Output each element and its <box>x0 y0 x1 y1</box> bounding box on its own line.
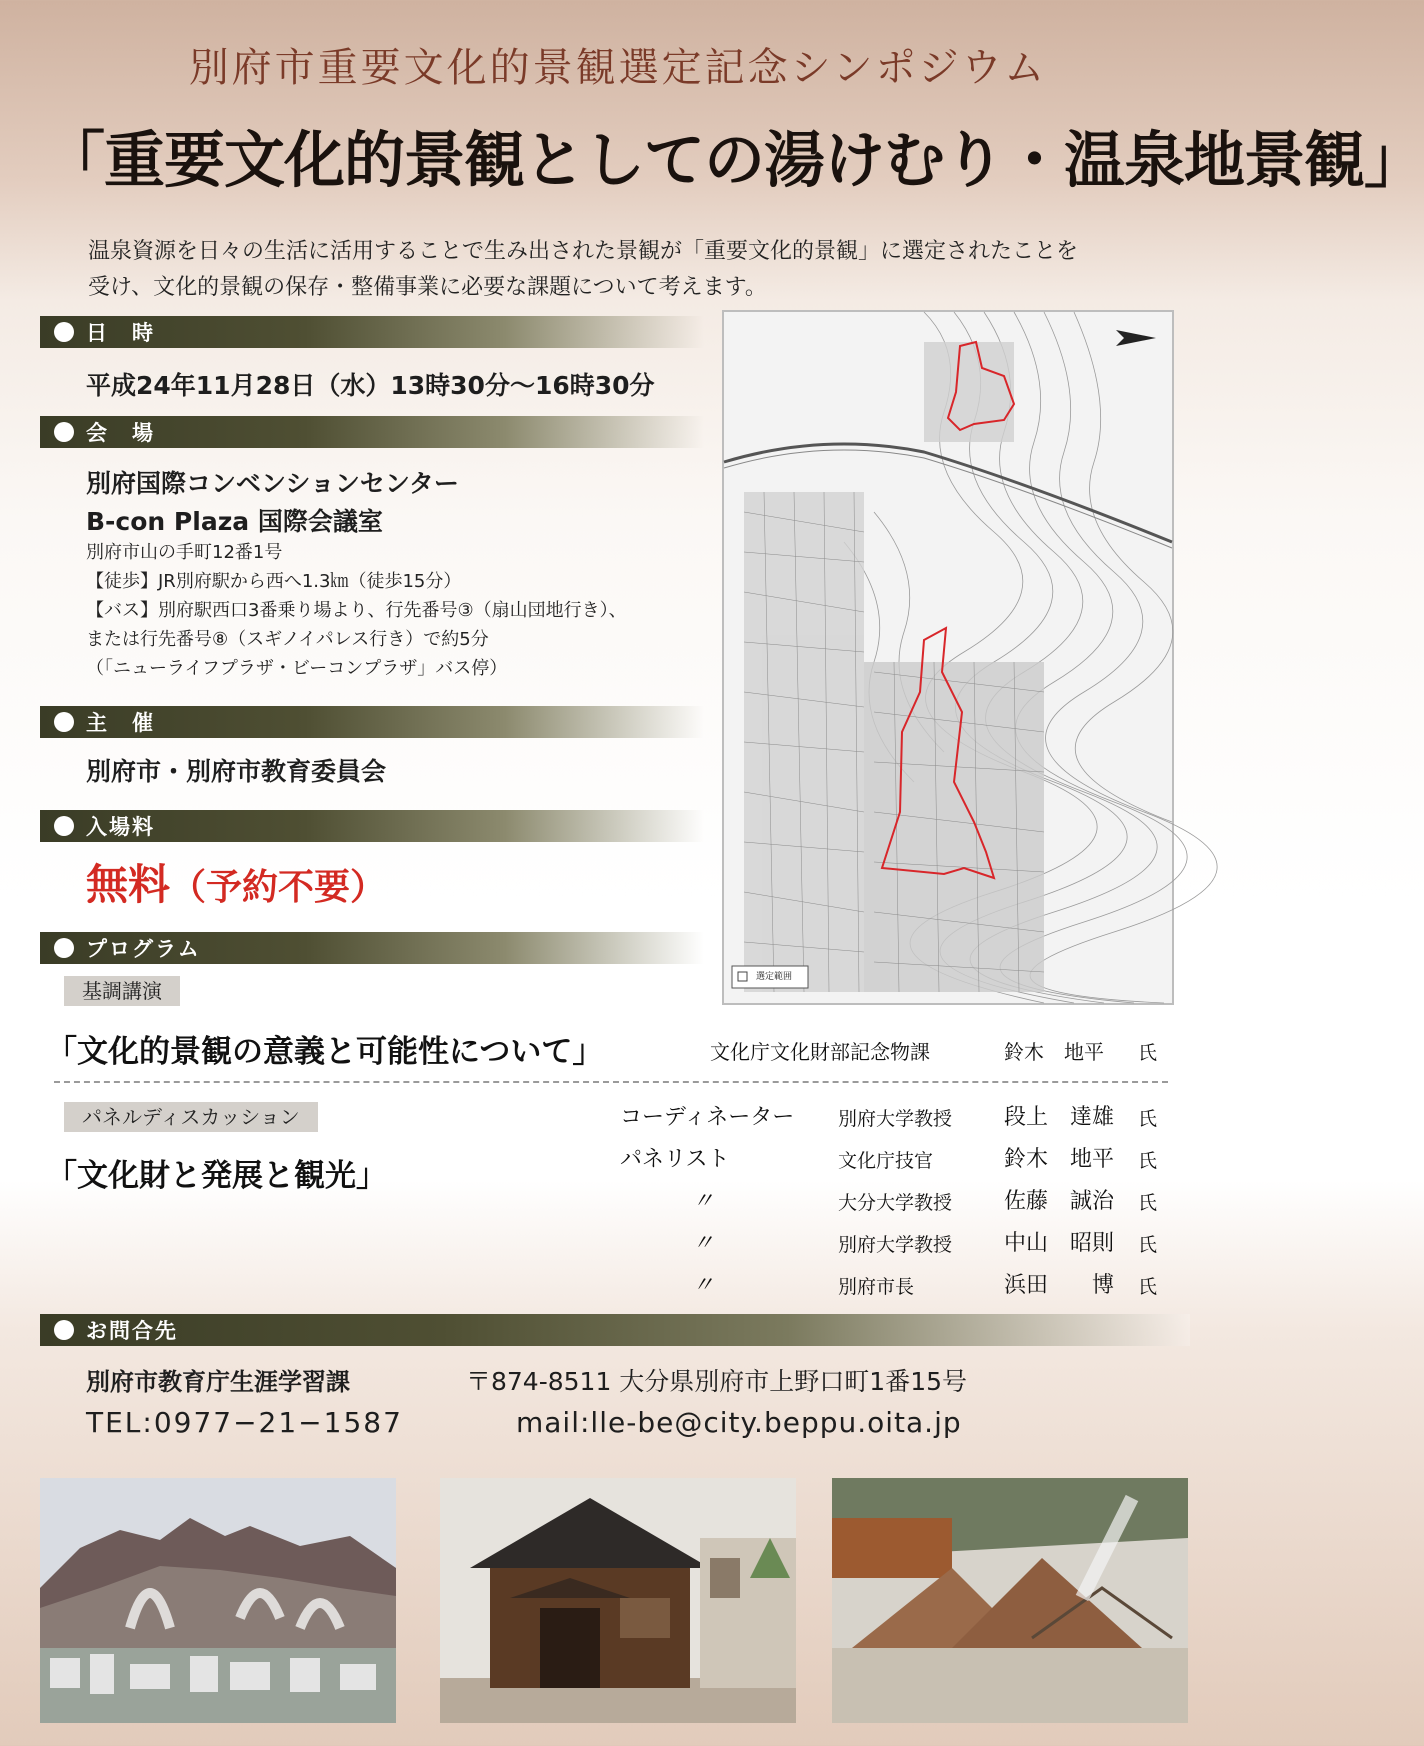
venue-walk-access: 【徒歩】JR別府駅から西へ1.3㎞（徒歩15分） <box>86 571 462 592</box>
event-title: 「重要文化的景観としての湯けむり・温泉地景観」 <box>44 125 1424 196</box>
panel-role: 〃 <box>692 1231 715 1256</box>
panel-honorific: 氏 <box>1138 1276 1158 1298</box>
event-date: 平成24年11月28日（水）13時30分～16時30分 <box>86 371 655 400</box>
venue-bus-stop: （「ニューライフプラザ・ビーコンプラザ」バス停） <box>86 658 508 679</box>
panel-member-name: 段上 達雄 <box>1004 1105 1115 1130</box>
section-fee-label: 入場料 <box>86 815 155 839</box>
keynote-title: 「文化的景観の意義と可能性について」 <box>46 1034 604 1070</box>
contact-phone[interactable]: TEL:0977−21−1587 <box>86 1406 403 1439</box>
panel-affiliation: 別府大学教授 <box>838 1234 953 1256</box>
keynote-tag: 基調講演 <box>64 976 180 1006</box>
section-program-header <box>40 932 704 964</box>
panel-member-name: 浜田 博 <box>1004 1273 1115 1298</box>
photo-thatched-steam-huts <box>832 1478 1188 1723</box>
contact-email[interactable]: mail:lle-be@city.beppu.oita.jp <box>516 1406 962 1439</box>
bullet-icon <box>54 1320 74 1340</box>
keynote-affiliation: 文化庁文化財部記念物課 <box>710 1040 930 1064</box>
panel-affiliation: 別府大学教授 <box>838 1108 953 1130</box>
site-map <box>722 310 1174 1005</box>
bullet-icon <box>54 322 74 342</box>
panel-role: コーディネーター <box>620 1105 795 1130</box>
section-fee-header <box>40 810 704 842</box>
bullet-icon <box>54 422 74 442</box>
photo-wooden-bathhouse <box>440 1478 796 1723</box>
map-legend-label: 選定範囲 <box>756 972 793 982</box>
bullet-icon <box>54 712 74 732</box>
intro-line-1: 温泉資源を日々の生活に活用することで生み出された景観が「重要文化的景観」に選定されたことを <box>88 239 1079 264</box>
photo-mountain-steam <box>40 1478 396 1723</box>
contact-address: 〒874-8511 大分県別府市上野口町1番15号 <box>466 1367 968 1396</box>
section-program-label: プログラム <box>86 937 201 961</box>
venue-bus-access-1: 【バス】別府駅西口3番乗り場より、行先番号③（扇山団地行き）、 <box>86 600 627 621</box>
section-date-header <box>40 316 704 348</box>
panel-honorific: 氏 <box>1138 1150 1158 1172</box>
panel-honorific: 氏 <box>1138 1234 1158 1256</box>
admission-note: （予約不要） <box>170 867 387 908</box>
panel-role: 〃 <box>692 1189 715 1214</box>
section-venue-label: 会 場 <box>86 421 155 445</box>
section-date-label: 日 時 <box>86 321 155 345</box>
keynote-honorific: 氏 <box>1138 1042 1158 1064</box>
keynote-speaker-name: 鈴木 地平 <box>1004 1040 1104 1064</box>
section-contact-label: お問合先 <box>86 1319 178 1343</box>
panel-affiliation: 別府市長 <box>838 1276 915 1298</box>
panel-member-name: 中山 昭則 <box>1004 1231 1115 1256</box>
panel-title: 「文化財と発展と観光」 <box>46 1158 387 1194</box>
event-subtitle: 別府市重要文化的景観選定記念シンポジウム <box>188 45 1048 91</box>
panel-tag: パネルディスカッション <box>64 1102 318 1132</box>
bullet-icon <box>54 816 74 836</box>
admission-free <box>86 852 386 912</box>
section-contact-header <box>40 1314 1190 1346</box>
program-divider <box>54 1081 1168 1083</box>
panel-affiliation: 文化庁技官 <box>838 1150 934 1172</box>
panel-member-name: 佐藤 誠治 <box>1004 1189 1115 1214</box>
venue-address: 別府市山の手町12番1号 <box>86 542 283 563</box>
admission-free-label: 無料 <box>86 860 171 909</box>
venue-hall: B-con Plaza 国際会議室 <box>86 507 383 536</box>
contact-department: 別府市教育庁生涯学習課 <box>86 1368 350 1396</box>
panel-honorific: 氏 <box>1138 1192 1158 1214</box>
section-organizer-header <box>40 706 704 738</box>
panel-role: 〃 <box>692 1273 715 1298</box>
panel-honorific: 氏 <box>1138 1108 1158 1130</box>
venue-bus-access-2: または行先番号⑧（スギノイパレス行き）で約5分 <box>86 629 489 650</box>
intro-line-2: 受け、文化的景観の保存・整備事業に必要な課題について考えます。 <box>88 275 767 300</box>
section-venue-header <box>40 416 704 448</box>
intro-text <box>88 234 1168 306</box>
section-organizer-label: 主 催 <box>86 711 155 735</box>
panel-role: パネリスト <box>620 1147 730 1172</box>
organizer-name: 別府市・別府市教育委員会 <box>86 757 387 786</box>
venue-name: 別府国際コンベンションセンター <box>86 469 459 498</box>
panel-affiliation: 大分大学教授 <box>838 1192 953 1214</box>
panel-member-name: 鈴木 地平 <box>1004 1147 1115 1172</box>
topographic-map-image <box>724 312 1172 1003</box>
bullet-icon <box>54 938 74 958</box>
